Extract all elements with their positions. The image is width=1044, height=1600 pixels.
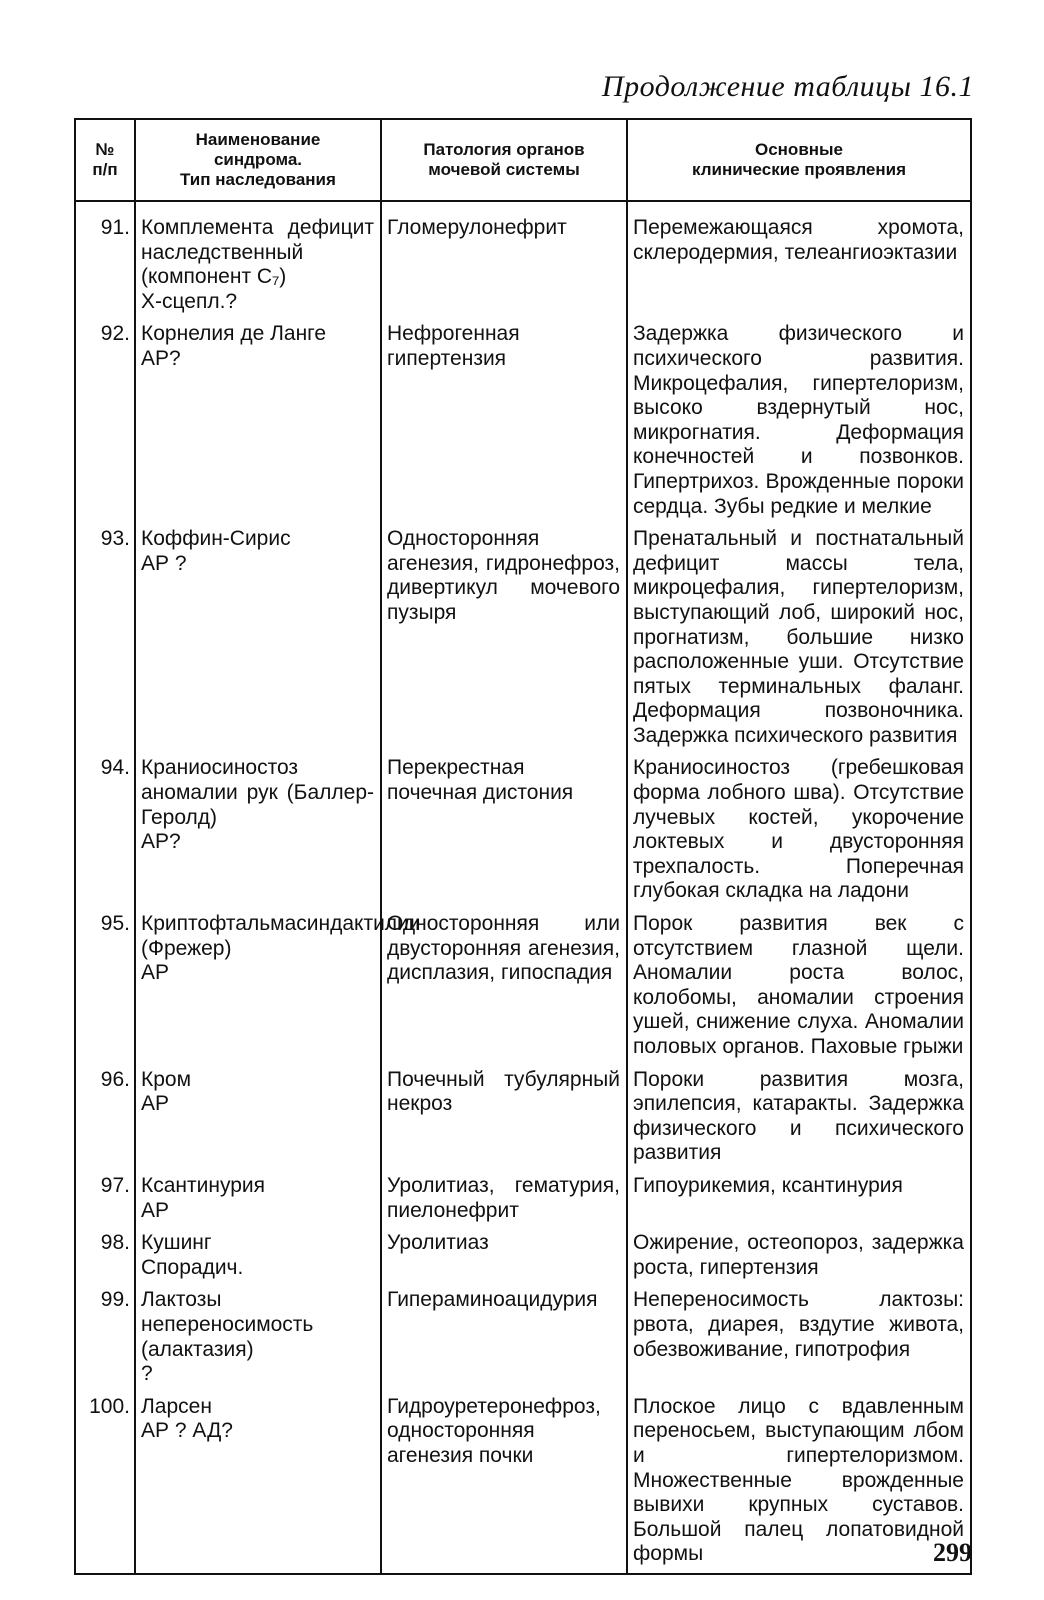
column-header-clinical-manifestations: Основные клинические проявления xyxy=(627,119,971,201)
syndrome-name: Кром АР xyxy=(135,1068,381,1174)
page-number: 299 xyxy=(933,1538,972,1567)
syndromes-table xyxy=(74,118,972,1575)
row-number: 100. xyxy=(75,1395,135,1574)
syndrome-name: Лактозы непереносимость (алактазия) ? xyxy=(135,1288,381,1394)
row-number: 91. xyxy=(75,201,135,322)
syndrome-name: Кушинг Спорадич. xyxy=(135,1231,381,1288)
table-row xyxy=(75,201,971,322)
table-row xyxy=(75,756,971,912)
urinary-pathology: Почечный тубулярный некроз xyxy=(381,1068,627,1174)
clinical-manifestations: Пороки развития мозга, эпилепсия, катаракты. Задержка физического и психического развития xyxy=(627,1068,971,1174)
urinary-pathology: Уролитиаз, гематурия, пиелонефрит xyxy=(381,1174,627,1231)
syndrome-name: Корнелия де Ланге АР? xyxy=(135,322,381,527)
urinary-pathology: Гипераминоацидурия xyxy=(381,1288,627,1394)
clinical-manifestations: Задержка физического и психического развития. Микроцефалия, гипертелоризм, высоко вздернутый нос, микрогнатия. Деформация конечностей и позвонков. Гипертрихоз. Врожденные пороки сердца. Зубы редкие и мелкие xyxy=(627,322,971,527)
column-header-urinary-pathology: Патология органов мочевой системы xyxy=(381,119,627,201)
urinary-pathology: Гломерулонефрит xyxy=(381,201,627,322)
clinical-manifestations: Порок развития век с отсутствием глазной щели. Аномалии роста волос, колобомы, аномалии строения ушей, снижение слуха. Аномалии половых органов. Паховые грыжи xyxy=(627,912,971,1068)
urinary-pathology: Гидроуретеронефроз, односторонняя агенезия почки xyxy=(381,1395,627,1574)
syndrome-name: Комплемента дефицит наследственный (компонент C₇) X-сцепл.? xyxy=(135,201,381,322)
row-number: 97. xyxy=(75,1174,135,1231)
column-header-syndrome-name: Наименование синдрома. Тип наследования xyxy=(135,119,381,201)
row-number: 94. xyxy=(75,756,135,912)
clinical-manifestations: Перемежающаяся хромота, склеродермия, телеангиоэктазии xyxy=(627,201,971,322)
syndrome-name: Ксантинурия АР xyxy=(135,1174,381,1231)
clinical-manifestations: Ожирение, остеопороз, задержка роста, гипертензия xyxy=(627,1231,971,1288)
syndrome-name: Криптофтальмасиндактилии (Фрежер) АР xyxy=(135,912,381,1068)
table-continuation-caption: Продолжение таблицы 16.1 xyxy=(601,70,974,103)
row-number: 98. xyxy=(75,1231,135,1288)
syndrome-name: Коффин-Сирис АР ? xyxy=(135,527,381,756)
table-row xyxy=(75,322,971,527)
table-row xyxy=(75,1231,971,1288)
table-row xyxy=(75,1395,971,1574)
clinical-manifestations: Непереносимость лактозы: рвота, диарея, вздутие живота, обезвоживание, гипотрофия xyxy=(627,1288,971,1394)
clinical-manifestations: Пренатальный и постнатальный дефицит массы тела, микроцефалия, гипертелоризм, выступающий лоб, широкий нос, прогнатизм, большие низко расположенные уши. Отсутствие пятых терминальных фаланг. Деформация позвоночника. Задержка психического развития xyxy=(627,527,971,756)
urinary-pathology: Односторонняя агенезия, гидронефроз, дивертикул мочевого пузыря xyxy=(381,527,627,756)
clinical-manifestations: Краниосиностоз (гребешковая форма лобного шва). Отсутствие лучевых костей, укорочение локтевых и двусторонняя трехпалость. Поперечная глубокая складка на ладони xyxy=(627,756,971,912)
syndrome-name: Ларсен АР ? АД? xyxy=(135,1395,381,1574)
table-row xyxy=(75,1288,971,1394)
table-row xyxy=(75,527,971,756)
row-number: 95. xyxy=(75,912,135,1068)
row-number: 92. xyxy=(75,322,135,527)
column-header-number: № п/п xyxy=(75,119,135,201)
table-row xyxy=(75,1068,971,1174)
syndrome-name: Краниосиностоз аномалии рук (Баллер-Геролд) АР? xyxy=(135,756,381,912)
table-header-row xyxy=(75,119,971,201)
table-row xyxy=(75,912,971,1068)
urinary-pathology: Перекрестная почечная дистония xyxy=(381,756,627,912)
row-number: 93. xyxy=(75,527,135,756)
clinical-manifestations: Плоское лицо с вдавленным переносьем, выступающим лбом и гипертелоризмом. Множественные врожденные вывихи крупных суставов. Большой палец лопатовидной формы xyxy=(627,1395,971,1574)
table-row xyxy=(75,1174,971,1231)
urinary-pathology: Нефрогенная гипертензия xyxy=(381,322,627,527)
urinary-pathology: Односторонняя или двусторонняя агенезия, дисплазия, гипоспадия xyxy=(381,912,627,1068)
clinical-manifestations: Гипоурикемия, ксантинурия xyxy=(627,1174,971,1231)
row-number: 99. xyxy=(75,1288,135,1394)
row-number: 96. xyxy=(75,1068,135,1174)
urinary-pathology: Уролитиаз xyxy=(381,1231,627,1288)
